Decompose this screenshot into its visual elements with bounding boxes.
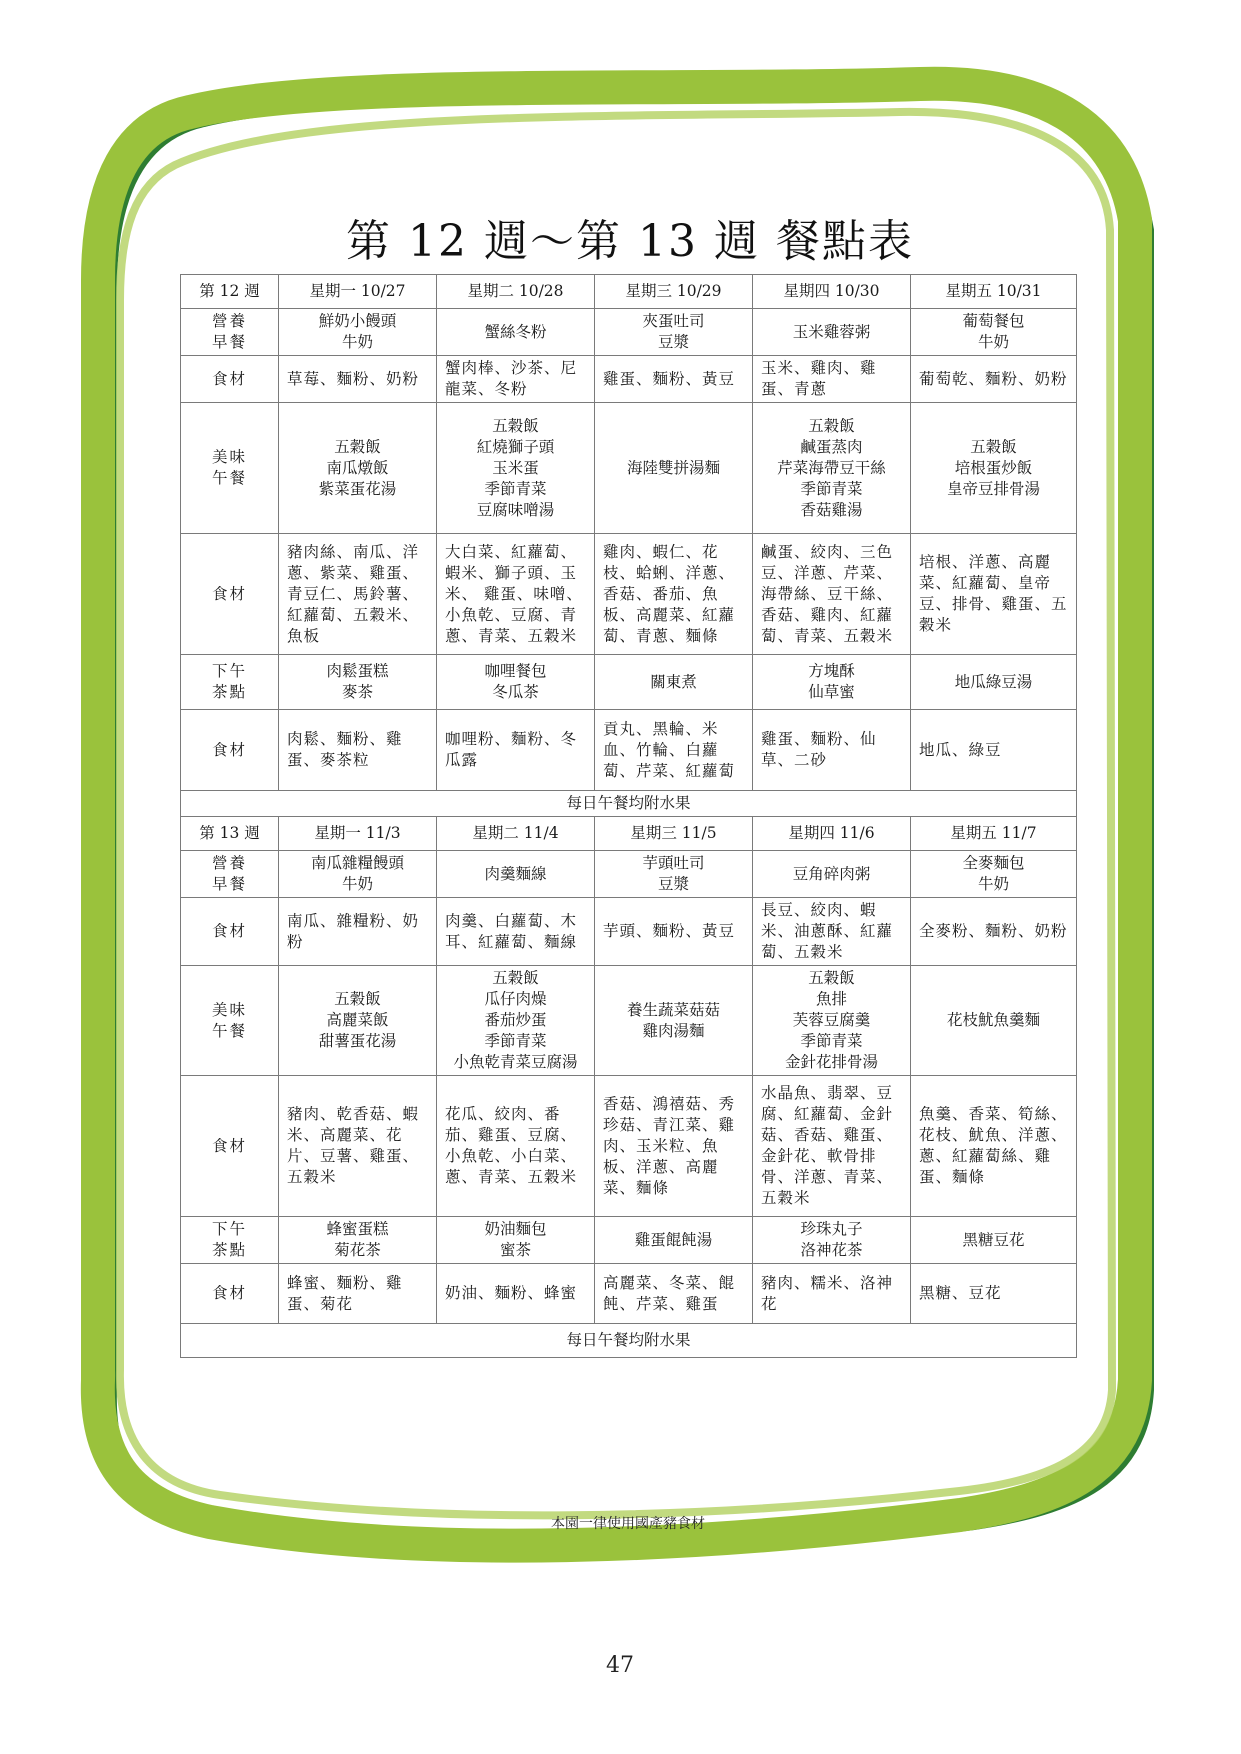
ingredient-row: [181, 1264, 1077, 1324]
meal-cell: 五穀飯 高麗菜飯 甜薯蛋花湯: [279, 966, 437, 1076]
meal-cell: 五穀飯 培根蛋炒飯 皇帝豆排骨湯: [911, 403, 1077, 534]
row-label: 營養 早餐: [181, 309, 279, 356]
fruit-note-row: [181, 791, 1077, 817]
ingredient-cell: 水晶魚、翡翠、豆腐、紅蘿蔔、金針菇、香菇、雞蛋、金針花、軟骨排骨、洋蔥、青菜、五穀米: [753, 1076, 911, 1217]
ingredient-cell: 貢丸、黑輪、米血、竹輪、白蘿蔔、芹菜、紅蘿蔔: [595, 710, 753, 791]
meal-cell: 五穀飯 鹹蛋蒸肉 芹菜海帶豆干絲 季節青菜 香菇雞湯: [753, 403, 911, 534]
week-label: 第 12 週: [181, 275, 279, 309]
ingredient-row: [181, 1076, 1077, 1217]
day-header: 星期一 10/27: [279, 275, 437, 309]
week-label: 第 13 週: [181, 817, 279, 851]
ingredient-row: [181, 534, 1077, 655]
day-header: 星期四 10/30: [753, 275, 911, 309]
meal-cell: 豆角碎肉粥: [753, 851, 911, 898]
week-header-row: [181, 817, 1077, 851]
meal-cell: 奶油麵包 蜜茶: [437, 1217, 595, 1264]
meal-cell: 全麥麵包 牛奶: [911, 851, 1077, 898]
ingredient-cell: 豬肉絲、南瓜、洋蔥、紫菜、雞蛋、青豆仁、馬鈴薯、紅蘿蔔、五穀米、魚板: [279, 534, 437, 655]
meal-cell: 雞蛋餛飩湯: [595, 1217, 753, 1264]
ingredient-cell: 雞蛋、麵粉、黃豆: [595, 356, 753, 403]
meal-cell: 芋頭吐司 豆漿: [595, 851, 753, 898]
row-label: 食材: [181, 356, 279, 403]
meal-row: [181, 1217, 1077, 1264]
day-header: 星期三 11/5: [595, 817, 753, 851]
meal-cell: 玉米雞蓉粥: [753, 309, 911, 356]
meal-cell: 葡萄餐包 牛奶: [911, 309, 1077, 356]
footnote: 本園一律使用國產豬食材: [551, 1516, 705, 1532]
ingredient-cell: 雞蛋、麵粉、仙草、二砂: [753, 710, 911, 791]
ingredient-cell: 雞肉、蝦仁、花枝、蛤蜊、洋蔥、香菇、番茄、魚板、高麗菜、紅蘿蔔、青蔥、麵條: [595, 534, 753, 655]
ingredient-cell: 葡萄乾、麵粉、奶粉: [911, 356, 1077, 403]
meal-row: [181, 851, 1077, 898]
fruit-note: 每日午餐均附水果: [181, 1324, 1077, 1358]
row-label: 食材: [181, 898, 279, 966]
meal-cell: 夾蛋吐司 豆漿: [595, 309, 753, 356]
row-label: 食材: [181, 534, 279, 655]
ingredient-cell: 長豆、絞肉、蝦米、油蔥酥、紅蘿蔔、五穀米: [753, 898, 911, 966]
meal-cell: 蟹絲冬粉: [437, 309, 595, 356]
row-label: 下午 茶點: [181, 655, 279, 710]
row-label: 食材: [181, 1076, 279, 1217]
page-number: 47: [606, 1653, 634, 1678]
meal-row: [181, 655, 1077, 710]
meal-cell: 關東煮: [595, 655, 753, 710]
ingredient-cell: 咖哩粉、麵粉、冬瓜露: [437, 710, 595, 791]
meal-cell: 五穀飯 南瓜燉飯 紫菜蛋花湯: [279, 403, 437, 534]
ingredient-cell: 香菇、鴻禧菇、秀珍菇、青江菜、雞肉、玉米粒、魚板、洋蔥、高麗菜、麵條: [595, 1076, 753, 1217]
week-header-row: [181, 275, 1077, 309]
meal-row: [181, 403, 1077, 534]
day-header: 星期三 10/29: [595, 275, 753, 309]
ingredient-row: [181, 898, 1077, 966]
meal-cell: 南瓜雜糧饅頭 牛奶: [279, 851, 437, 898]
day-header: 星期四 11/6: [753, 817, 911, 851]
day-header: 星期二 11/4: [437, 817, 595, 851]
ingredient-row: [181, 710, 1077, 791]
ingredient-cell: 高麗菜、冬菜、餛飩、芹菜、雞蛋: [595, 1264, 753, 1324]
ingredient-cell: 玉米、雞肉、雞蛋、青蔥: [753, 356, 911, 403]
ingredient-cell: 全麥粉、麵粉、奶粉: [911, 898, 1077, 966]
ingredient-cell: 草莓、麵粉、奶粉: [279, 356, 437, 403]
row-label: 美味 午餐: [181, 403, 279, 534]
page-title: 第 12 週～第 13 週 餐點表: [346, 216, 914, 267]
ingredient-cell: 豬肉、糯米、洛神花: [753, 1264, 911, 1324]
meal-cell: 咖哩餐包 冬瓜茶: [437, 655, 595, 710]
ingredient-cell: 大白菜、紅蘿蔔、蝦米、獅子頭、玉米、 雞蛋、味噌、小魚乾、豆腐、青蔥、青菜、五穀米: [437, 534, 595, 655]
ingredient-cell: 芋頭、麵粉、黃豆: [595, 898, 753, 966]
weekly-menu-table: [180, 274, 1077, 1358]
meal-cell: 地瓜綠豆湯: [911, 655, 1077, 710]
ingredient-cell: 蟹肉棒、沙茶、尼龍菜、冬粉: [437, 356, 595, 403]
ingredient-cell: 地瓜、綠豆: [911, 710, 1077, 791]
fruit-note-row: [181, 1324, 1077, 1358]
meal-cell: 養生蔬菜菇菇 雞肉湯麵: [595, 966, 753, 1076]
day-header: 星期五 11/7: [911, 817, 1077, 851]
ingredient-cell: 肉鬆、麵粉、雞蛋、麥茶粒: [279, 710, 437, 791]
meal-cell: 五穀飯 魚排 芙蓉豆腐羹 季節青菜 金針花排骨湯: [753, 966, 911, 1076]
row-label: 下午 茶點: [181, 1217, 279, 1264]
row-label: 食材: [181, 1264, 279, 1324]
ingredient-cell: 豬肉、乾香菇、蝦米、高麗菜、花片、豆薯、雞蛋、五穀米: [279, 1076, 437, 1217]
ingredient-cell: 南瓜、雜糧粉、奶粉: [279, 898, 437, 966]
meal-cell: 肉鬆蛋糕 麥茶: [279, 655, 437, 710]
ingredient-cell: 奶油、麵粉、蜂蜜: [437, 1264, 595, 1324]
meal-cell: 肉羹麵線: [437, 851, 595, 898]
row-label: 營養 早餐: [181, 851, 279, 898]
meal-cell: 五穀飯 瓜仔肉燥 番茄炒蛋 季節青菜 小魚乾青菜豆腐湯: [437, 966, 595, 1076]
ingredient-cell: 鹹蛋、絞肉、三色豆、洋蔥、芹菜、海帶絲、豆干絲、香菇、雞肉、紅蘿蔔、青菜、五穀米: [753, 534, 911, 655]
row-label: 美味 午餐: [181, 966, 279, 1076]
day-header: 星期二 10/28: [437, 275, 595, 309]
ingredient-cell: 花瓜、絞肉、番茄、雞蛋、豆腐、小魚乾、小白菜、蔥、青菜、五穀米: [437, 1076, 595, 1217]
meal-cell: 珍珠丸子 洛神花茶: [753, 1217, 911, 1264]
ingredient-row: [181, 356, 1077, 403]
meal-cell: 五穀飯 紅燒獅子頭 玉米蛋 季節青菜 豆腐味噌湯: [437, 403, 595, 534]
day-header: 星期一 11/3: [279, 817, 437, 851]
meal-row: [181, 966, 1077, 1076]
ingredient-cell: 培根、洋蔥、高麗菜、紅蘿蔔、皇帝豆、排骨、雞蛋、五穀米: [911, 534, 1077, 655]
meal-cell: 黑糖豆花: [911, 1217, 1077, 1264]
meal-cell: 方塊酥 仙草蜜: [753, 655, 911, 710]
ingredient-cell: 蜂蜜、麵粉、雞蛋、菊花: [279, 1264, 437, 1324]
meal-cell: 鮮奶小饅頭 牛奶: [279, 309, 437, 356]
ingredient-cell: 黑糖、豆花: [911, 1264, 1077, 1324]
row-label: 食材: [181, 710, 279, 791]
ingredient-cell: 魚羹、香菜、筍絲、花枝、魷魚、洋蔥、蔥、紅蘿蔔絲、雞蛋、麵條: [911, 1076, 1077, 1217]
meal-cell: 海陸雙拼湯麵: [595, 403, 753, 534]
meal-cell: 花枝魷魚羹麵: [911, 966, 1077, 1076]
ingredient-cell: 肉羹、白蘿蔔、木耳、紅蘿蔔、麵線: [437, 898, 595, 966]
meal-cell: 蜂蜜蛋糕 菊花茶: [279, 1217, 437, 1264]
day-header: 星期五 10/31: [911, 275, 1077, 309]
meal-row: [181, 309, 1077, 356]
fruit-note: 每日午餐均附水果: [181, 791, 1077, 817]
